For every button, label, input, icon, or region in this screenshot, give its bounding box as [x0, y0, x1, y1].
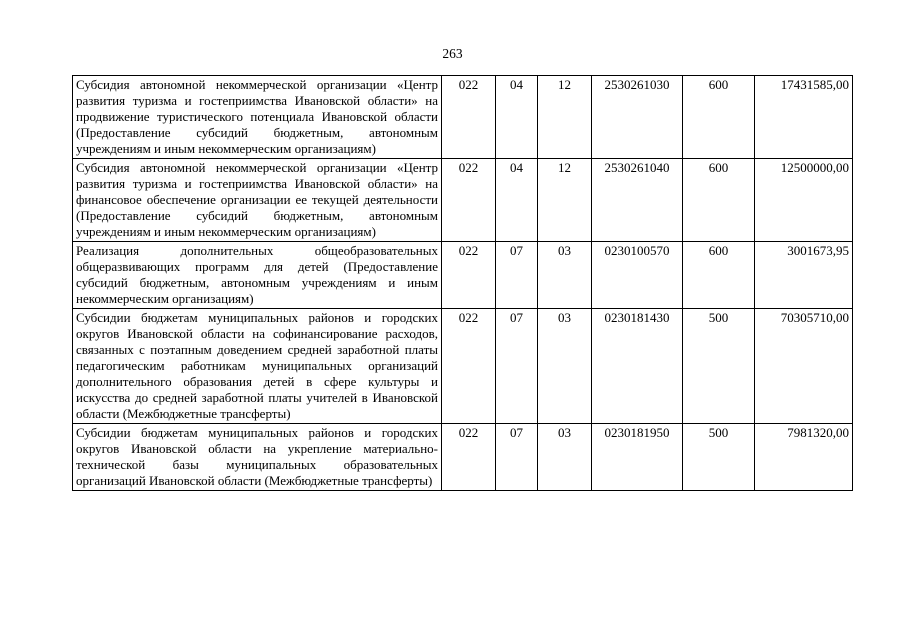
ministry-code: 022	[442, 424, 496, 491]
subsection-code: 03	[538, 424, 592, 491]
section-code: 04	[496, 159, 538, 242]
page-number: 263	[442, 46, 463, 61]
section-code: 07	[496, 309, 538, 424]
row-description: Субсидии бюджетам муниципальных районов и городских округов Ивановской области на софинансирование расходов, связанных с поэтапным доведением средней заработной платы педагогическим работникам муниципальных организаций дополнительного образования детей в сфере культуры и искусства до средней заработной платы учителей в Ивановской области (Межбюджетные трансферты)	[73, 309, 442, 424]
target-article-code: 0230181950	[592, 424, 683, 491]
subsection-code: 03	[538, 242, 592, 309]
row-description: Реализация дополнительных общеобразовательных общеразвивающих программ для детей (Предоставление субсидий бюджетным, автономным учреждениям и иным некоммерческим организациям)	[73, 242, 442, 309]
expense-type-code: 600	[683, 76, 755, 159]
table-row	[73, 424, 853, 491]
subsection-code: 12	[538, 76, 592, 159]
target-article-code: 2530261030	[592, 76, 683, 159]
ministry-code: 022	[442, 159, 496, 242]
row-description: Субсидия автономной некоммерческой организации «Центр развития туризма и гостеприимства Ивановской области» на финансовое обеспечение организации ее текущей деятельности (Предоставление субсидий бюджетным, автономным учреждениям и иным некоммерческим организациям)	[73, 159, 442, 242]
budget-table	[72, 75, 853, 491]
section-code: 04	[496, 76, 538, 159]
amount: 12500000,00	[755, 159, 853, 242]
expense-type-code: 500	[683, 424, 755, 491]
target-article-code: 2530261040	[592, 159, 683, 242]
section-code: 07	[496, 242, 538, 309]
target-article-code: 0230181430	[592, 309, 683, 424]
amount: 7981320,00	[755, 424, 853, 491]
row-description: Субсидии бюджетам муниципальных районов и городских округов Ивановской области на укрепление материально-технической базы муниципальных образовательных организаций Ивановской области (Межбюджетные трансферты)	[73, 424, 442, 491]
target-article-code: 0230100570	[592, 242, 683, 309]
subsection-code: 12	[538, 159, 592, 242]
table-row	[73, 159, 853, 242]
expense-type-code: 600	[683, 159, 755, 242]
table-row	[73, 309, 853, 424]
expense-type-code: 500	[683, 309, 755, 424]
table-row	[73, 76, 853, 159]
section-code: 07	[496, 424, 538, 491]
row-description: Субсидия автономной некоммерческой организации «Центр развития туризма и гостеприимства Ивановской области» на продвижение туристического потенциала Ивановской области (Предоставление субсидий бюджетным, автономным учреждениям и иным некоммерческим организациям)	[73, 76, 442, 159]
amount: 3001673,95	[755, 242, 853, 309]
amount: 70305710,00	[755, 309, 853, 424]
table-row	[73, 242, 853, 309]
ministry-code: 022	[442, 76, 496, 159]
ministry-code: 022	[442, 242, 496, 309]
subsection-code: 03	[538, 309, 592, 424]
amount: 17431585,00	[755, 76, 853, 159]
ministry-code: 022	[442, 309, 496, 424]
expense-type-code: 600	[683, 242, 755, 309]
